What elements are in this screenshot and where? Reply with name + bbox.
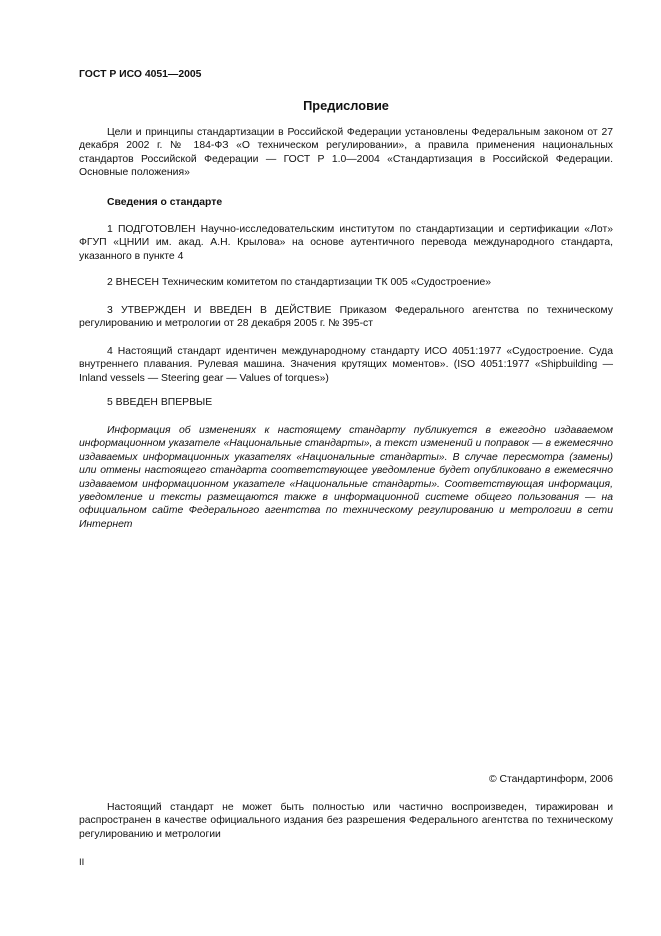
section-subheading: Сведения о стандарте: [107, 197, 223, 208]
intro-paragraph: Цели и принципы стандартизации в Российской Федерации установлены Федеральным законом от 27 декабря 2002 г. № 184-ФЗ «О техническом регулировании», а правила применения национальных стандартов Российской Федерации — ГОСТ Р 1.0—2004 «Стандартизация в Российской Федерации. Основные положения»: [79, 127, 613, 179]
reproduction-notice-paragraph: Настоящий стандарт не может быть полностью или частично воспроизведен, тиражирован и распространен в качестве официального издания без разрешения Федерального агентства по техническому регулированию и метрологии: [79, 802, 613, 840]
page-number: II: [79, 857, 85, 868]
document-code: ГОСТ Р ИСО 4051—2005: [79, 69, 202, 80]
item-5-paragraph: 5 ВВЕДЕН ВПЕРВЫЕ: [107, 397, 213, 408]
item-4-paragraph: 4 Настоящий стандарт идентичен международному стандарту ИСО 4051:1977 «Судостроение. Суда внутреннего плавания. Рулевая машина. Значения крутящих моментов». (ISO 4051:1977 «Shipbuilding — Inland vessels — Steering gear — Values of torques»): [79, 346, 613, 384]
item-1-paragraph: 1 ПОДГОТОВЛЕН Научно-исследовательским институтом по стандартизации и сертификации «Лот» ФГУП «ЦНИИ им. акад. А.Н. Крылова» на основе аутентичного перевода международного стандарта, указанного в пункте 4: [79, 224, 613, 262]
copyright-line: © Стандартинформ, 2006: [488, 774, 613, 785]
item-2-paragraph: 2 ВНЕСЕН Техническим комитетом по стандартизации ТК 005 «Судостроение»: [107, 277, 492, 288]
page-title: Предисловие: [303, 98, 389, 113]
notice-paragraph: Информация об изменениях к настоящему стандарту публикуется в ежегодно издаваемом информационном указателе «Национальные стандарты», а текст изменений и поправок — в ежемесячно издаваемых информационных указателях «Национальные стандарты». В случае пересмотра (замены) или отмены настоящего стандарта соответствующее уведомление будет опубликовано в ежемесячно издаваемом информационном указателе «Национальные стандарты». Соответствующая информация, уведомление и тексты размещаются также в информационной системе общего пользования — на официальном сайте Федерального агентства по техническому регулированию и метрологии в сети Интернет: [79, 425, 613, 530]
item-3-paragraph: 3 УТВЕРЖДЕН И ВВЕДЕН В ДЕЙСТВИЕ Приказом Федерального агентства по техническому регулированию и метрологии от 28 декабря 2005 г. № 395-ст: [79, 305, 613, 330]
